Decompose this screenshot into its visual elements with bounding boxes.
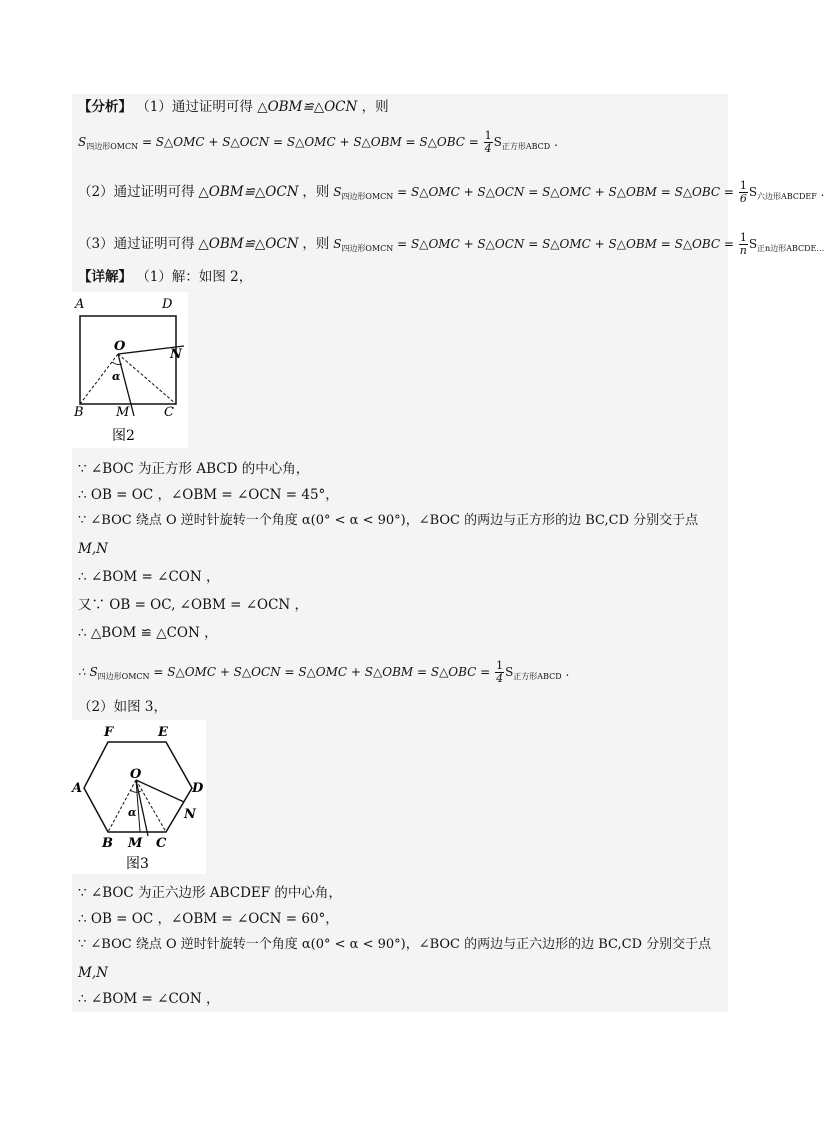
figure-2-drawing — [72, 292, 188, 448]
formula-symbol: S — [493, 135, 502, 149]
label-d: D — [162, 297, 173, 312]
formula-symbol: S — [748, 185, 758, 199]
figure-3-caption: 图3 — [126, 856, 149, 872]
formula-end: . — [565, 665, 570, 679]
detail-line-6: 又∵ OB = OC, ∠OBM = ∠OCN ， — [78, 597, 309, 613]
detail-line-4: M,N — [78, 541, 108, 557]
detail-line-13: ∴ ∠BOM = ∠CON ， — [78, 991, 220, 1007]
analysis-part3-text: （3）通过证明可得 — [78, 236, 195, 252]
label-f: F — [104, 725, 114, 740]
formula-end — [821, 185, 824, 199]
fraction — [484, 130, 493, 155]
fraction-numerator: 1 — [739, 231, 747, 244]
analysis-part3-mid: ，则 — [302, 236, 330, 252]
formula-symbol: S — [78, 135, 87, 149]
label-a: A — [75, 297, 85, 312]
formula-end: . — [554, 135, 558, 149]
angle-arc — [130, 790, 141, 792]
formula-symbol: S — [333, 185, 342, 199]
segment-oc — [118, 354, 176, 404]
figure-3-drawing — [72, 720, 206, 874]
detail-line-3: ∵ ∠BOC 绕点 O 逆时针旋转一个角度 α(0° < α < 90°)，∠BOC 的两边与正方形的边 BC,CD 分别交于点 — [78, 513, 699, 528]
detail-heading: 【详解】 — [78, 269, 132, 285]
fraction-denominator: n — [739, 244, 747, 257]
formula-subscript: 正方形ABCD — [501, 142, 551, 151]
detail-intro-2: （2）如图 3， — [78, 699, 167, 715]
formula-symbol: ∴ S — [78, 665, 98, 679]
formula-subscript: 六边形ABCDEF — [757, 192, 817, 201]
ray-on — [136, 780, 184, 802]
analysis-heading: 【分析】 — [78, 99, 132, 115]
detail-line-12: M,N — [78, 965, 108, 981]
segment-oc — [136, 780, 166, 832]
label-b: B — [74, 405, 84, 420]
fraction-denominator: 6 — [739, 192, 747, 205]
fraction-numerator: 1 — [496, 659, 504, 672]
label-alpha: α — [112, 370, 121, 383]
detail-line-8 — [78, 660, 569, 686]
analysis-part1-congruence: △OBM≌△OCN — [257, 99, 358, 115]
fraction — [495, 660, 504, 685]
label-b: B — [102, 836, 113, 851]
formula-body: = S△OMC + S△OCN = S△OMC + S△OBM = S△OBC = — [397, 237, 734, 251]
formula-subscript: 正n边形ABCDE… — [757, 244, 824, 253]
detail-line-11: ∵ ∠BOC 绕点 O 逆时针旋转一个角度 α(0° < α < 90°)，∠BOC 的两边与正六边形的边 BC,CD 分别交于点 — [78, 937, 712, 952]
analysis-formula-1 — [78, 130, 558, 156]
fraction-denominator: 4 — [496, 672, 504, 685]
label-o: O — [114, 339, 126, 354]
analysis-part3-congruence: △OBM≌△OCN — [198, 236, 299, 252]
analysis-part2-mid: ，则 — [302, 184, 330, 200]
formula-subscript: 四边形OMCN — [86, 142, 139, 151]
detail-line-1: ∵ ∠BOC 为正方形 ABCD 的中心角， — [78, 461, 310, 477]
analysis-part1-tail: ，则 — [361, 99, 389, 115]
fraction-denominator: 4 — [484, 142, 492, 155]
detail-line-7: ∴ △BOM ≌ △CON ， — [78, 625, 218, 641]
fraction — [739, 180, 748, 205]
label-m: M — [128, 836, 143, 851]
label-n: N — [184, 807, 196, 822]
label-o: O — [130, 767, 142, 782]
analysis-part1-text: （1）通过证明可得 — [136, 99, 253, 115]
fraction-numerator: 1 — [739, 179, 747, 192]
formula-subscript: 四边形OMCN — [341, 192, 394, 201]
label-m: M — [116, 405, 130, 420]
analysis-part2-text: （2）通过证明可得 — [78, 184, 195, 200]
label-c: C — [164, 405, 174, 420]
formula-symbol: S — [333, 237, 342, 251]
analysis-line-2 — [78, 180, 824, 206]
formula-subscript: 四边形OMCN — [97, 672, 150, 681]
detail-heading-line — [78, 268, 252, 286]
analysis-part2-congruence: △OBM≌△OCN — [198, 184, 299, 200]
fraction-numerator: 1 — [484, 129, 492, 142]
analysis-line-1 — [78, 98, 389, 116]
detail-line-9: ∵ ∠BOC 为正六边形 ABCDEF 的中心角， — [78, 885, 342, 901]
label-c: C — [156, 836, 167, 851]
formula-body: = S△OMC + S△OCN = S△OMC + S△OBM = S△OBC = — [141, 135, 479, 149]
fraction — [739, 232, 748, 257]
formula-body: = S△OMC + S△OCN = S△OMC + S△OBM = S△OBC = — [153, 665, 491, 679]
label-d: D — [192, 781, 204, 796]
figure-2-caption: 图2 — [112, 428, 135, 444]
figure-2 — [72, 292, 188, 448]
formula-subscript: 正方形ABCD — [513, 672, 562, 681]
label-alpha: α — [128, 806, 137, 819]
detail-line-2: ∴ OB = OC ，∠OBM = ∠OCN = 45°， — [78, 487, 339, 503]
label-a: A — [72, 781, 83, 796]
detail-line-10: ∴ OB = OC ，∠OBM = ∠OCN = 60°， — [78, 911, 339, 927]
label-e: E — [158, 725, 168, 740]
detail-intro: （1）解：如图 2， — [136, 269, 253, 285]
formula-symbol: S — [505, 665, 514, 679]
label-n: N — [170, 347, 182, 362]
figure-3 — [72, 720, 206, 874]
formula-body: = S△OMC + S△OCN = S△OMC + S△OBM = S△OBC = — [397, 185, 734, 199]
formula-subscript: 四边形OMCN — [341, 244, 394, 253]
formula-symbol: S — [748, 237, 758, 251]
analysis-line-3 — [78, 232, 824, 258]
detail-line-5: ∴ ∠BOM = ∠CON ， — [78, 569, 220, 585]
